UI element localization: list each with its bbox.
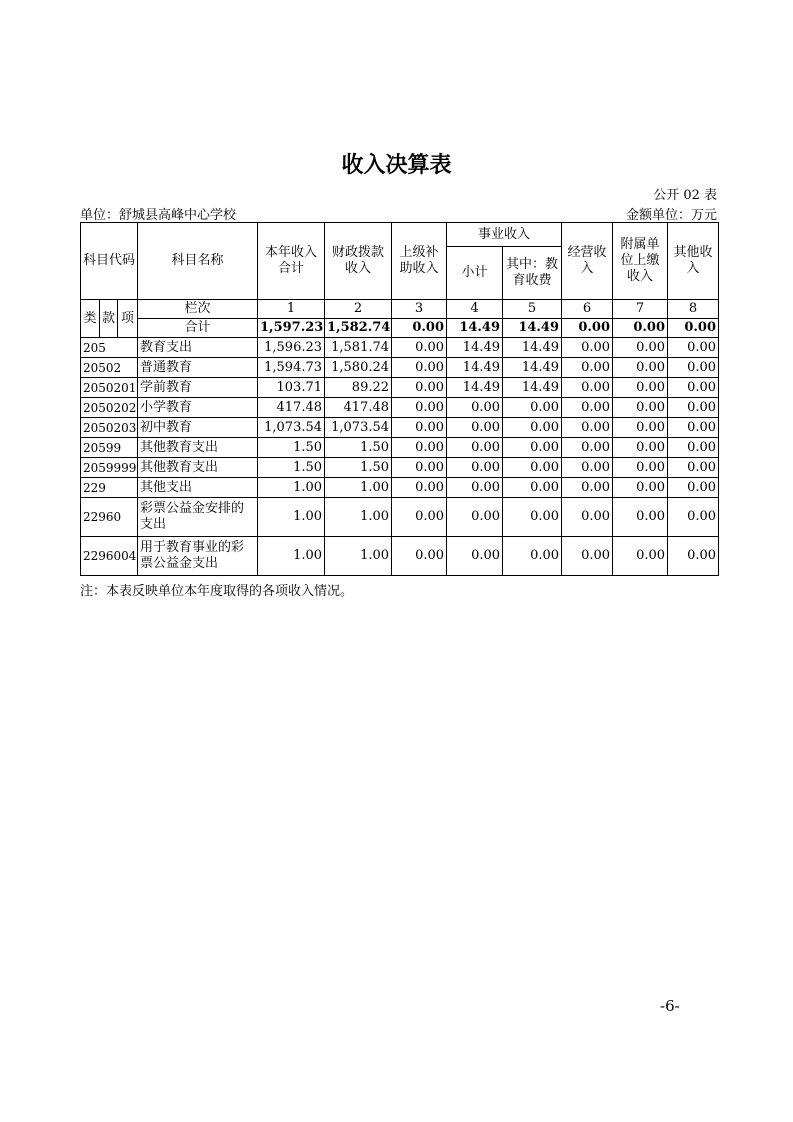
row-value: 1.50 — [325, 458, 392, 478]
row-value: 0.00 — [392, 378, 447, 398]
row-value: 0.00 — [613, 537, 668, 576]
header-fiscal: 财政拨款收入 — [325, 223, 392, 300]
page-title: 收入决算表 — [341, 153, 452, 178]
total-value: 14.49 — [503, 319, 562, 338]
total-value: 0.00 — [562, 319, 613, 338]
row-value: 0.00 — [613, 478, 668, 498]
row-value: 1.00 — [325, 478, 392, 498]
table-row — [81, 438, 719, 458]
row-value: 0.00 — [562, 537, 613, 576]
row-value: 0.00 — [447, 478, 503, 498]
row-value: 0.00 — [447, 418, 503, 438]
row-value: 0.00 — [392, 498, 447, 537]
row-code: 20599 — [81, 438, 138, 458]
header-lanci: 栏次 — [138, 300, 258, 319]
row-value: 0.00 — [562, 478, 613, 498]
row-value: 0.00 — [562, 418, 613, 438]
row-value: 1,594.73 — [258, 358, 325, 378]
col-num: 4 — [447, 300, 503, 319]
row-value: 0.00 — [392, 338, 447, 358]
row-value: 0.00 — [613, 458, 668, 478]
row-value: 1,073.54 — [325, 418, 392, 438]
row-value: 0.00 — [392, 358, 447, 378]
row-code: 2059999 — [81, 458, 138, 478]
row-value: 14.49 — [503, 358, 562, 378]
header-affiliated: 附属单位上缴收入 — [613, 223, 668, 300]
row-value: 0.00 — [613, 338, 668, 358]
table-row — [81, 478, 719, 498]
row-value: 103.71 — [258, 378, 325, 398]
row-value: 0.00 — [392, 418, 447, 438]
row-value: 0.00 — [447, 458, 503, 478]
row-value: 1,073.54 — [258, 418, 325, 438]
col-num: 8 — [668, 300, 719, 319]
row-name: 学前教育 — [138, 378, 258, 398]
row-code: 2050202 — [81, 398, 138, 418]
row-value: 1,581.74 — [325, 338, 392, 358]
row-value: 1.00 — [325, 537, 392, 576]
row-code: 229 — [81, 478, 138, 498]
table-row — [81, 358, 719, 378]
row-code: 205 — [81, 338, 138, 358]
row-value: 0.00 — [503, 398, 562, 418]
row-code: 2050203 — [81, 418, 138, 438]
table-row — [81, 458, 719, 478]
row-value: 1.50 — [258, 438, 325, 458]
header-operating: 经营收入 — [562, 223, 613, 300]
row-name: 用于教育事业的彩票公益金支出 — [138, 537, 258, 576]
row-value: 0.00 — [562, 498, 613, 537]
row-name: 小学教育 — [138, 398, 258, 418]
row-value: 0.00 — [503, 537, 562, 576]
row-value: 14.49 — [447, 338, 503, 358]
money-unit-label: 金额单位：万元 — [625, 208, 717, 223]
row-value: 0.00 — [503, 458, 562, 478]
row-value: 0.00 — [668, 498, 719, 537]
row-value: 0.00 — [562, 438, 613, 458]
row-value: 1,580.24 — [325, 358, 392, 378]
col-num: 2 — [325, 300, 392, 319]
row-code: 2296004 — [81, 537, 138, 576]
row-value: 417.48 — [325, 398, 392, 418]
row-value: 1.00 — [258, 478, 325, 498]
total-value: 0.00 — [613, 319, 668, 338]
row-value: 0.00 — [447, 498, 503, 537]
row-name: 其他支出 — [138, 478, 258, 498]
header-superior: 上级补助收入 — [392, 223, 447, 300]
row-value: 0.00 — [613, 358, 668, 378]
row-value: 89.22 — [325, 378, 392, 398]
total-value: 1,582.74 — [325, 319, 392, 338]
total-value: 1,597.23 — [258, 319, 325, 338]
row-value: 0.00 — [613, 418, 668, 438]
col-num: 1 — [258, 300, 325, 319]
row-value: 1,596.23 — [258, 338, 325, 358]
table-row — [81, 537, 719, 576]
col-num: 7 — [613, 300, 668, 319]
row-value: 0.00 — [392, 478, 447, 498]
row-value: 14.49 — [447, 378, 503, 398]
header-other: 其他收入 — [668, 223, 719, 300]
row-value: 0.00 — [613, 378, 668, 398]
footnote: 注：本表反映单位本年度取得的各项收入情况。 — [80, 584, 354, 599]
row-value: 1.50 — [325, 438, 392, 458]
header-business-sub: 小计 — [447, 247, 503, 300]
col-num: 5 — [503, 300, 562, 319]
row-value: 0.00 — [503, 478, 562, 498]
row-value: 1.00 — [258, 498, 325, 537]
row-value: 0.00 — [447, 537, 503, 576]
total-value: 0.00 — [392, 319, 447, 338]
row-value: 0.00 — [503, 418, 562, 438]
row-value: 0.00 — [668, 338, 719, 358]
table-row — [81, 378, 719, 398]
row-value: 0.00 — [503, 498, 562, 537]
row-value: 0.00 — [562, 378, 613, 398]
row-value: 0.00 — [562, 458, 613, 478]
row-value: 417.48 — [258, 398, 325, 418]
total-value: 0.00 — [668, 319, 719, 338]
total-label: 合计 — [138, 319, 258, 338]
total-row — [81, 319, 719, 338]
col-num: 3 — [392, 300, 447, 319]
row-value: 14.49 — [503, 338, 562, 358]
unit-label: 单位：舒城县高峰中心学校 — [80, 208, 237, 223]
row-name: 其他教育支出 — [138, 438, 258, 458]
row-value: 1.00 — [325, 498, 392, 537]
row-code: 22960 — [81, 498, 138, 537]
row-value: 0.00 — [503, 438, 562, 458]
row-value: 0.00 — [668, 418, 719, 438]
row-value: 0.00 — [668, 358, 719, 378]
table-row — [81, 398, 719, 418]
row-value: 0.00 — [668, 378, 719, 398]
row-value: 14.49 — [447, 358, 503, 378]
row-value: 0.00 — [392, 438, 447, 458]
income-table — [80, 222, 719, 576]
row-value: 0.00 — [613, 498, 668, 537]
header-code: 科目代码 — [81, 223, 138, 300]
row-value: 1.50 — [258, 458, 325, 478]
row-value: 0.00 — [562, 398, 613, 418]
page-number: -6- — [660, 997, 680, 1015]
row-value: 14.49 — [503, 378, 562, 398]
header-name: 科目名称 — [138, 223, 258, 300]
row-value: 0.00 — [668, 537, 719, 576]
row-name: 初中教育 — [138, 418, 258, 438]
header-lei: 类 — [81, 300, 100, 338]
col-num: 6 — [562, 300, 613, 319]
row-value: 0.00 — [668, 438, 719, 458]
header-business-edu: 其中：教育收费 — [503, 247, 562, 300]
row-value: 0.00 — [613, 438, 668, 458]
table-row — [81, 498, 719, 537]
row-value: 0.00 — [562, 338, 613, 358]
row-code: 20502 — [81, 358, 138, 378]
row-value: 0.00 — [613, 398, 668, 418]
row-value: 0.00 — [668, 478, 719, 498]
row-value: 0.00 — [447, 398, 503, 418]
form-number: 公开 02 表 — [653, 188, 717, 203]
row-name: 普通教育 — [138, 358, 258, 378]
row-code: 2050201 — [81, 378, 138, 398]
row-name: 其他教育支出 — [138, 458, 258, 478]
header-kuan: 款 — [100, 300, 118, 338]
row-value: 0.00 — [562, 358, 613, 378]
row-value: 0.00 — [392, 398, 447, 418]
row-value: 0.00 — [668, 398, 719, 418]
total-value: 14.49 — [447, 319, 503, 338]
table-row — [81, 338, 719, 358]
row-value: 0.00 — [392, 458, 447, 478]
header-xiang: 项 — [118, 300, 138, 338]
row-value: 1.00 — [258, 537, 325, 576]
row-value: 0.00 — [392, 537, 447, 576]
header-business-group: 事业收入 — [447, 223, 562, 247]
row-value: 0.00 — [668, 458, 719, 478]
table-row — [81, 418, 719, 438]
row-value: 0.00 — [447, 438, 503, 458]
row-name: 彩票公益金安排的支出 — [138, 498, 258, 537]
row-name: 教育支出 — [138, 338, 258, 358]
header-total: 本年收入合计 — [258, 223, 325, 300]
